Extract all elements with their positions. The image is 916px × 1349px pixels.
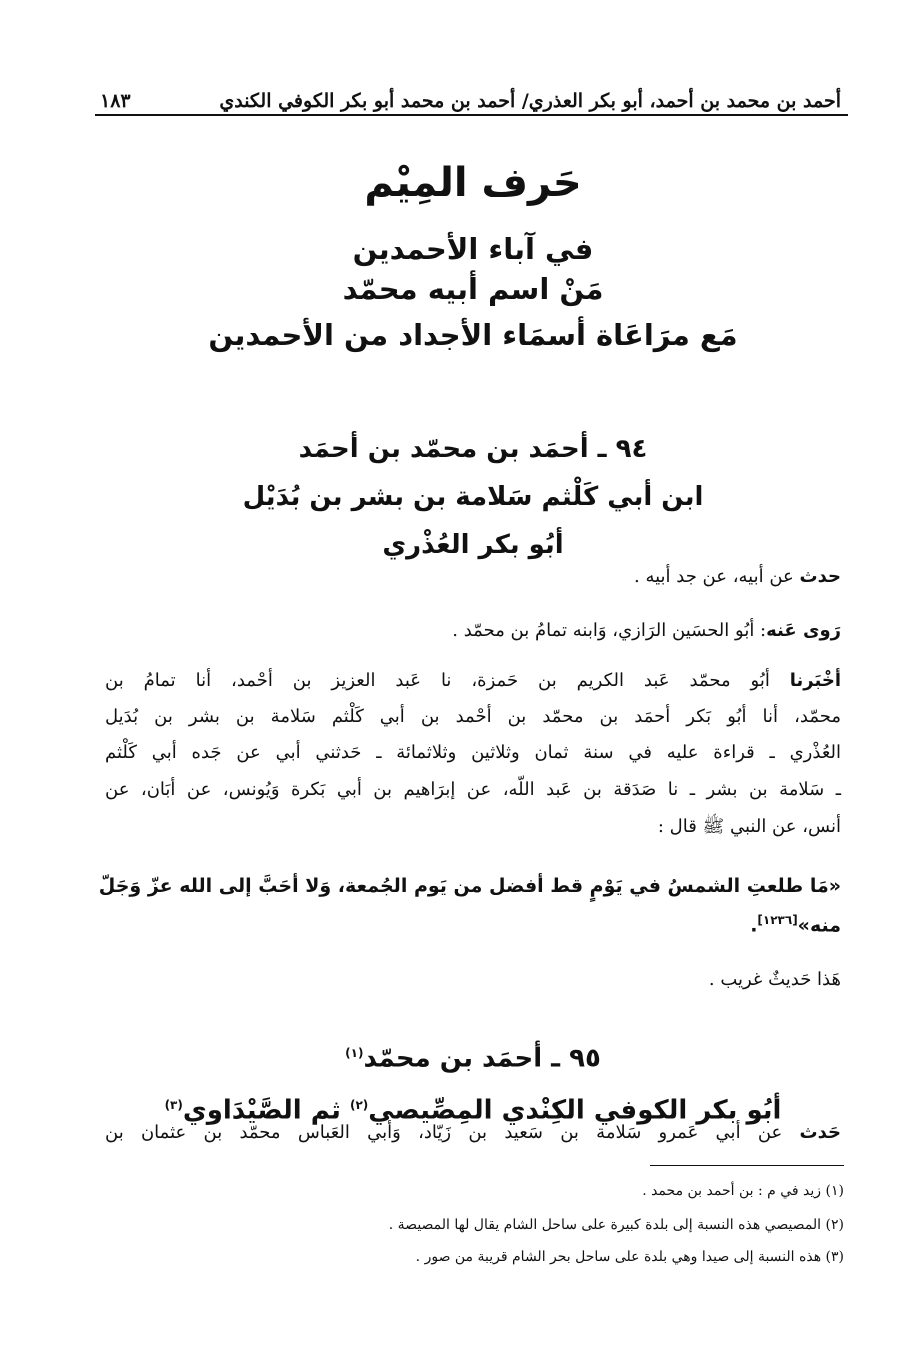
chapter-subtitle-2: مَنْ اسم أبيه محمّد	[342, 272, 604, 306]
entry-94-line-1: ٩٤ ـ أحمَد بن محمّد بن أحمَد	[298, 434, 648, 464]
haddath-line	[105, 566, 841, 587]
footnote-3-number: (٣)	[825, 1249, 844, 1265]
entry-95-name: ٩٥ ـ أحمَد بن محمّد	[363, 1043, 601, 1074]
footnote-marker-3: (٣)	[164, 1097, 183, 1112]
chapter-subtitle-3: مَع مرَاعَاة أسمَاء الأجداد من الأحمدين	[208, 318, 738, 352]
narration-text-1: أبُو محمّد عَبد الكريم بن حَمزة، نا عَبد العزيز بن أحْمد، أنا تمامُ بن	[105, 670, 770, 691]
entry-95-nisba-a: أبُو بكر الكوفي الكِنْدي المِصِّيصي	[368, 1095, 782, 1126]
entry-95-haddath-text: عن أبي عَمرو سَلامة بن سَعيد بن زَيّاد، وَأبي العَباس محمّد بن عثمان بن	[105, 1122, 783, 1143]
hadith-quote-line-2	[105, 913, 841, 936]
rawa-line	[105, 620, 841, 641]
footnote-3-text: هذه النسبة إلى صيدا وهي بلدة على ساحل بحر الشام قريبة من صور .	[415, 1249, 822, 1265]
footnote-marker-1: (١)	[345, 1046, 364, 1060]
running-head	[100, 68, 841, 112]
entry-95-haddath-label: حَدث	[799, 1122, 841, 1143]
footnote-2	[300, 1217, 844, 1233]
chapter-subtitle-1: في آباء الأحمدين	[352, 232, 594, 266]
chapter-title: حَرف المِيْم	[364, 160, 582, 206]
footnote-3	[300, 1249, 844, 1265]
hadith-period: .	[750, 914, 758, 937]
footnote-rule	[650, 1165, 844, 1166]
footnote-1-number: (١)	[825, 1183, 844, 1199]
footnote-marker-2: (٢)	[349, 1097, 369, 1112]
entry-95-heading	[100, 1030, 846, 1133]
rawa-label: رَوى عَنه	[766, 620, 841, 641]
header-rule	[95, 114, 848, 116]
narration-line-2: محمّد، أنا أبُو بَكر أحمَد بن محمّد بن أحْمد بن أبي كَلْثم سَلامة بن بشر بن بُدَيل	[105, 706, 841, 727]
haddath-label: حدث	[799, 566, 841, 587]
narration-line-5: أنس، عن النبي ﷺ قال :	[657, 816, 841, 837]
footnote-1	[300, 1183, 844, 1199]
haddath-text: عن أبيه، عن جد أبيه .	[634, 566, 794, 587]
hadith-quote-end: منه»	[797, 914, 841, 937]
narration-line-3: العُذْري ـ قراءة عليه في سنة ثمان وثلاثين وثلاثمائة ـ حَدثني أبي عن جَده أبي كَلْثم	[105, 742, 841, 763]
entry-94-line-2: ابن أبي كَلْثم سَلامة بن بشر بن بُدَيْل	[242, 482, 704, 512]
akhbarana-label: أخْبَرنا	[789, 670, 841, 691]
running-head-title: أحمد بن محمد بن أحمد، أبو بكر العذري/ أحمد بن محمد أبو بكر الكوفي الكندي	[219, 90, 841, 112]
gharib-line: هَذا حَديثٌ غريب .	[708, 969, 841, 990]
rawa-text: : أبُو الحسَين الرَازي، وَابنه تمامُ بن محمّد .	[452, 620, 767, 641]
entry-95-nisba-b: ثم الصَّيْدَاوي	[182, 1095, 341, 1126]
entry-95-haddath-line	[105, 1122, 841, 1143]
footnote-2-number: (٢)	[825, 1217, 844, 1233]
narration-line-4: ـ سَلامة بن بشر ـ نا صَدَقة بن عَبد اللّه، عن إبرَاهيم بن أبي بَكرة وَيُونس، عن أبَان، عن	[105, 779, 841, 800]
hadith-reference: [١٢٣٦]	[757, 913, 798, 927]
entry-94-heading	[100, 425, 846, 569]
footnote-1-text: زيد في م : بن أحمد بن محمد .	[642, 1183, 822, 1199]
hadith-quote-line-1: «مَا طلعتِ الشمسُ في يَوْمٍ قط أفضل من يَوم الجُمعة، وَلا أحَبَّ إلى الله عزّ وَجَلّ	[98, 875, 841, 897]
narration-line-1	[105, 670, 841, 691]
entry-95-line-1	[100, 1030, 846, 1082]
page-number: ١٨٣	[100, 90, 131, 112]
entry-94-line-3: أبُو بكر العُذْري	[382, 530, 564, 560]
footnote-2-text: المصيصي هذه النسبة إلى بلدة كبيرة على ساحل الشام يقال لها المصيصة .	[388, 1217, 822, 1233]
